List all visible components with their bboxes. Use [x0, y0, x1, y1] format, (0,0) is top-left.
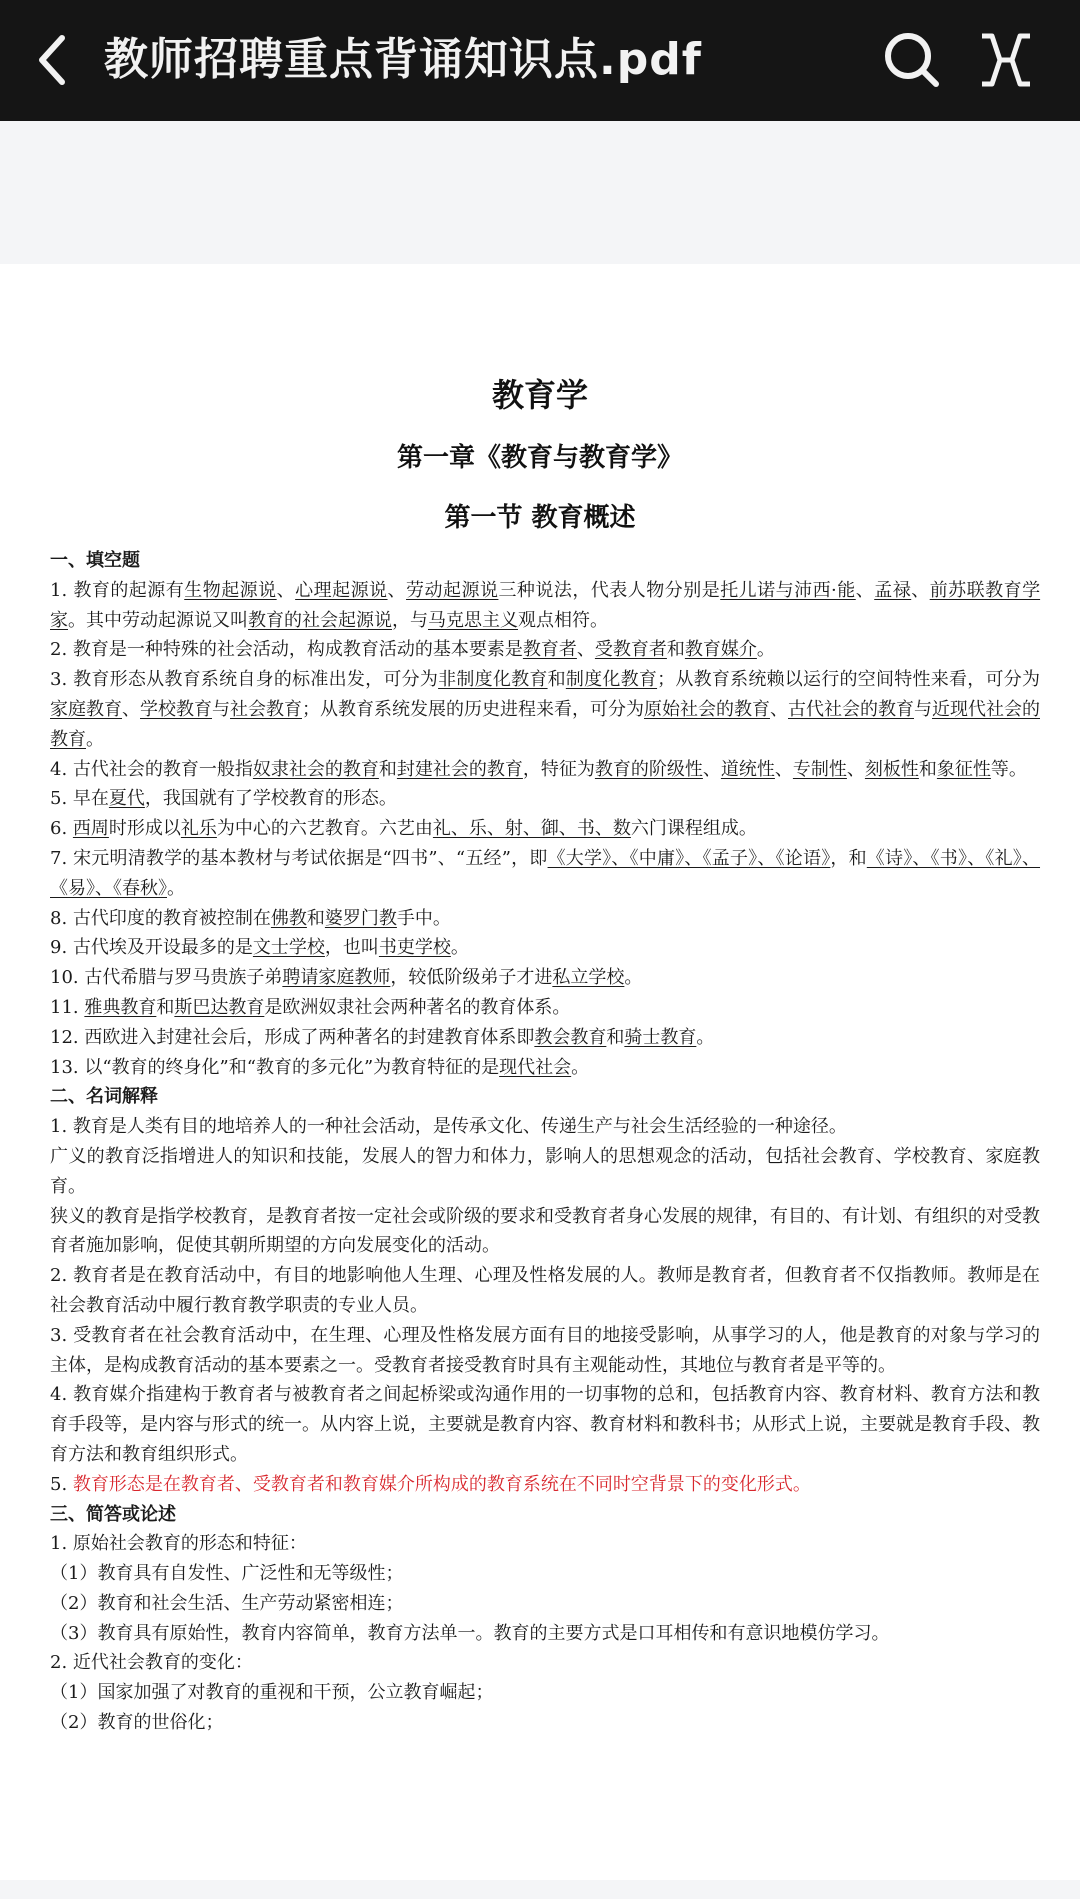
text-segment: 是欧洲奴隶社会两种著名的教育体系。 — [264, 996, 571, 1018]
answer-point: （1）国家加强了对教育的重视和干预，公立教育崛起； — [50, 1682, 494, 1704]
text-segment: 。 — [167, 877, 185, 899]
answer-point: （2）教育和社会生活、生产劳动紧密相连； — [50, 1592, 404, 1614]
answer-blank: 刻板性 — [864, 758, 919, 780]
answer-blank: 《诗》、《书》、《礼》、《易》、《春秋》 — [50, 847, 1041, 899]
text-segment: 、 — [911, 579, 930, 601]
text-segment: 与 — [212, 698, 230, 720]
answer-blank: 劳动起源说 — [406, 579, 499, 601]
part1-heading: 一、填空题 — [50, 550, 140, 571]
doc-title: 教育学 — [491, 376, 588, 414]
document-title: 教师招聘重点背诵知识点.pdf — [104, 34, 702, 85]
text-segment: 观点相符。 — [518, 609, 608, 631]
text-segment: 。 — [86, 728, 104, 750]
fill-item — [50, 963, 1040, 993]
answer-blank: 家庭教育 — [50, 698, 122, 720]
answer-blank: 佛教 — [270, 907, 307, 929]
text-segment: 与 — [914, 698, 932, 720]
text-segment: 、 — [774, 758, 793, 780]
fill-item — [50, 814, 1040, 844]
answer-blank: 奴隶社会的教育 — [252, 758, 379, 780]
fill-item — [50, 844, 1040, 904]
text-segment: 。 — [756, 639, 775, 661]
answer-blank: 私立学校 — [552, 967, 625, 989]
fill-item — [50, 1053, 1040, 1083]
text-segment: 8. 古代印度的教育被控制在 — [50, 907, 271, 929]
answer-blank: 非制度化教育 — [438, 669, 548, 691]
answer-blank: 生物起源说 — [184, 579, 277, 601]
text-segment: 六门课程组成。 — [630, 818, 757, 840]
fill-item — [50, 665, 1040, 754]
text-segment: 13. 以“教育的终身化”和“教育的多元化”为教育特征的是 — [50, 1056, 500, 1078]
question: 1. 原始社会教育的形态和特征： — [50, 1533, 307, 1555]
fill-item — [50, 904, 1040, 934]
expand-button[interactable] — [974, 28, 1038, 92]
term-definition: 3. 受教育者在社会教育活动中，在生理、心理及性格发展方面有目的地接受影响，从事学习的人，他是教育的对象与学习的主体，是构成教育活动的基本要素之一。受教育者接受教育时具有主观能动性，其地位与教育者是平等的。 — [50, 1324, 1040, 1376]
answer-blank: 婆罗门教 — [324, 907, 397, 929]
answer-blank: 受教育者 — [594, 639, 667, 661]
text-segment: 12. 西欧进入封建社会后，形成了两种著名的封建教育体系即 — [50, 1026, 535, 1048]
text-segment: 和 — [378, 758, 397, 780]
fill-item — [50, 635, 1040, 665]
fill-item — [50, 755, 1040, 785]
text-segment: 为中心的六艺教育。六艺由 — [216, 818, 433, 840]
search-icon — [880, 28, 944, 92]
text-segment: 。其中劳动起源说又叫 — [68, 609, 248, 631]
text-segment: 和 — [156, 996, 175, 1018]
text-segment: ，我国就有了学校教育的形态。 — [144, 788, 397, 810]
text-segment: ；从教育系统赖以运行的空间特性来看，可分为 — [657, 669, 1041, 691]
text-segment: 。 — [624, 967, 643, 989]
answer-blank: 原始社会的教育 — [644, 698, 770, 720]
text-segment: 、 — [855, 579, 875, 601]
section-title: 第一节 教育概述 — [444, 503, 636, 533]
text-segment: 、 — [702, 758, 721, 780]
text-segment: 3. 教育形态从教育系统自身的标准出发，可分为 — [50, 669, 439, 691]
text-segment: 和 — [918, 758, 937, 780]
text-segment: 11. — [50, 996, 85, 1018]
answer-blank: 教育的阶级性 — [594, 758, 703, 780]
fill-item — [50, 784, 1040, 814]
answer-blank: 专制性 — [792, 758, 847, 780]
answer-blank: 马克思主义 — [428, 609, 518, 631]
answer-blank: 制度化教育 — [565, 669, 658, 691]
doc-body — [50, 546, 1040, 1738]
text-segment: ，特征为 — [522, 758, 595, 780]
term-definition: 2. 教育者是在教育活动中，有目的地影响他人生理、心理及性格发展的人。教师是教育者，但教育者不仅指教师。教师是在社会教育活动中履行教育教学职责的专业人员。 — [50, 1265, 1040, 1316]
expand-icon — [974, 28, 1038, 92]
answer-blank: 封建社会的教育 — [396, 758, 523, 780]
answer-blank: 文士学校 — [252, 937, 325, 959]
text-segment: 三种说法，代表人物分别是 — [498, 579, 721, 601]
answer-point: （2）教育的世俗化； — [50, 1712, 224, 1734]
text-segment: 5. 早在 — [50, 788, 109, 810]
answer-blank: 学校教育 — [140, 698, 212, 720]
answer-point: （1）教育具有自发性、广泛性和无等级性； — [50, 1563, 404, 1585]
fill-item — [50, 933, 1040, 963]
term-definition: 4. 教育媒介指建构于教育者与被教育者之间起桥梁或沟通作用的一切事物的总和，包括教育内容、教育材料、教育方法和教育手段等，是内容与形式的统一。从内容上说，主要就是教育内容、教育材料和教科书；从形式上说，主要就是教育手段、教育方法和教育组织形式。 — [50, 1384, 1040, 1465]
text-segment: 。 — [571, 1056, 590, 1078]
term-definition: 广义的教育泛指增进人的知识和技能，发展人的智力和体力，影响人的思想观念的活动，包括社会教育、学校教育、家庭教育。 — [50, 1145, 1040, 1197]
text-segment: 2. 教育是一种特殊的社会活动，构成教育活动的基本要素是 — [50, 639, 523, 661]
fill-item — [50, 1023, 1040, 1053]
text-segment: 、 — [276, 579, 296, 601]
term-number: 5. — [50, 1473, 73, 1495]
answer-blank: 斯巴达教育 — [174, 996, 265, 1018]
answer-blank: 礼、乐、射、御、书、数 — [432, 818, 631, 840]
term-definition: 狭义的教育是指学校教育，是教育者按一定社会或阶级的要求和受教育者身心发展的规律，有目的、有计划、有组织的对受教育者施加影响，促使其朝所期望的方向发展变化的活动。 — [50, 1205, 1040, 1257]
fill-item — [50, 993, 1040, 1023]
text-segment: ；从教育系统发展的历史进程来看，可分为 — [302, 698, 644, 720]
back-arrow-icon — [28, 24, 82, 96]
text-segment: 10. 古代希腊与罗马贵族子弟 — [50, 967, 283, 989]
answer-blank: 教会教育 — [534, 1026, 607, 1048]
text-segment: 手中。 — [396, 907, 451, 929]
text-segment: 、 — [846, 758, 865, 780]
text-segment: 7. 宋元明清教学的基本教材与考试依据是“四书”、“五经”，即 — [50, 847, 548, 869]
chapter-title: 第一章《教育与教育学》 — [396, 443, 683, 473]
answer-blank: 教育者 — [522, 639, 577, 661]
text-segment: 、 — [770, 698, 788, 720]
text-segment: 和 — [547, 669, 566, 691]
answer-blank: 《大学》、《中庸》、《孟子》、《论语》 — [547, 847, 831, 869]
answer-blank: 托儿诺与沛西·能 — [720, 579, 856, 601]
answer-blank: 近现代社会的教育 — [50, 698, 1040, 750]
answer-blank: 教育的社会起源说 — [248, 609, 392, 631]
back-button[interactable] — [28, 24, 82, 96]
text-segment: 和 — [666, 639, 685, 661]
answer-blank: 礼乐 — [180, 818, 217, 840]
text-segment: 和 — [306, 907, 325, 929]
answer-point: （3）教育具有原始性，教育内容简单，教育方法单一。教育的主要方式是口耳相传和有意识地模仿学习。 — [50, 1622, 890, 1644]
answer-blank: 教育媒介 — [684, 639, 757, 661]
answer-blank: 社会教育 — [230, 698, 302, 720]
text-segment: ，与 — [392, 609, 428, 631]
text-segment: 。 — [696, 1026, 715, 1048]
text-segment: 。 — [450, 937, 469, 959]
page-gap — [0, 1880, 1080, 1899]
answer-blank: 象征性 — [936, 758, 991, 780]
fill-item — [50, 576, 1040, 636]
answer-blank: 现代社会 — [499, 1056, 572, 1078]
answer-blank: 骑士教育 — [624, 1026, 697, 1048]
text-segment: 4. 古代社会的教育一般指 — [50, 758, 253, 780]
term-definition — [50, 1470, 1040, 1500]
text-segment: ，较低阶级弟子才进 — [390, 967, 553, 989]
text-segment: ，也叫 — [324, 937, 379, 959]
part2-heading: 二、名词解释 — [50, 1086, 158, 1108]
answer-blank: 前苏联教育学家 — [50, 579, 1041, 631]
highlighted-definition: 教育形态是在教育者、受教育者和教育媒介所构成的教育系统在不同时空背景下的变化形式。 — [72, 1473, 811, 1495]
top-bar — [0, 0, 1080, 121]
question: 2. 近代社会教育的变化： — [50, 1652, 253, 1674]
text-segment: 时形成以 — [108, 818, 181, 840]
answer-blank: 书吏学校 — [378, 937, 451, 959]
answer-blank: 西周 — [72, 818, 109, 840]
part3-heading: 三、简答或论述 — [50, 1503, 176, 1525]
answer-blank: 古代社会的教育 — [788, 698, 914, 720]
text-segment: 、 — [122, 698, 140, 720]
answer-blank: 心理起源说 — [295, 579, 388, 601]
answer-blank: 夏代 — [108, 788, 145, 810]
answer-blank: 聘请家庭教师 — [282, 967, 391, 989]
search-button[interactable] — [880, 28, 944, 92]
text-segment: 、 — [387, 579, 407, 601]
text-segment: 9. 古代埃及开设最多的是 — [50, 937, 253, 959]
pdf-page[interactable] — [0, 264, 1080, 1880]
text-segment: 1. 教育的起源有 — [50, 579, 185, 601]
text-segment: 6. — [50, 818, 73, 840]
text-segment: ，和 — [830, 847, 867, 869]
toolbar-spacer — [0, 121, 1080, 264]
text-segment: 、 — [576, 639, 595, 661]
answer-blank: 孟禄 — [874, 579, 912, 601]
text-segment: 和 — [606, 1026, 625, 1048]
answer-blank: 雅典教育 — [84, 996, 157, 1018]
answer-blank: 道统性 — [720, 758, 775, 780]
term-definition: 1. 教育是人类有目的地培养人的一种社会活动，是传承文化、传递生产与社会生活经验的一种途径。 — [50, 1116, 847, 1138]
text-segment: 等。 — [990, 758, 1027, 780]
